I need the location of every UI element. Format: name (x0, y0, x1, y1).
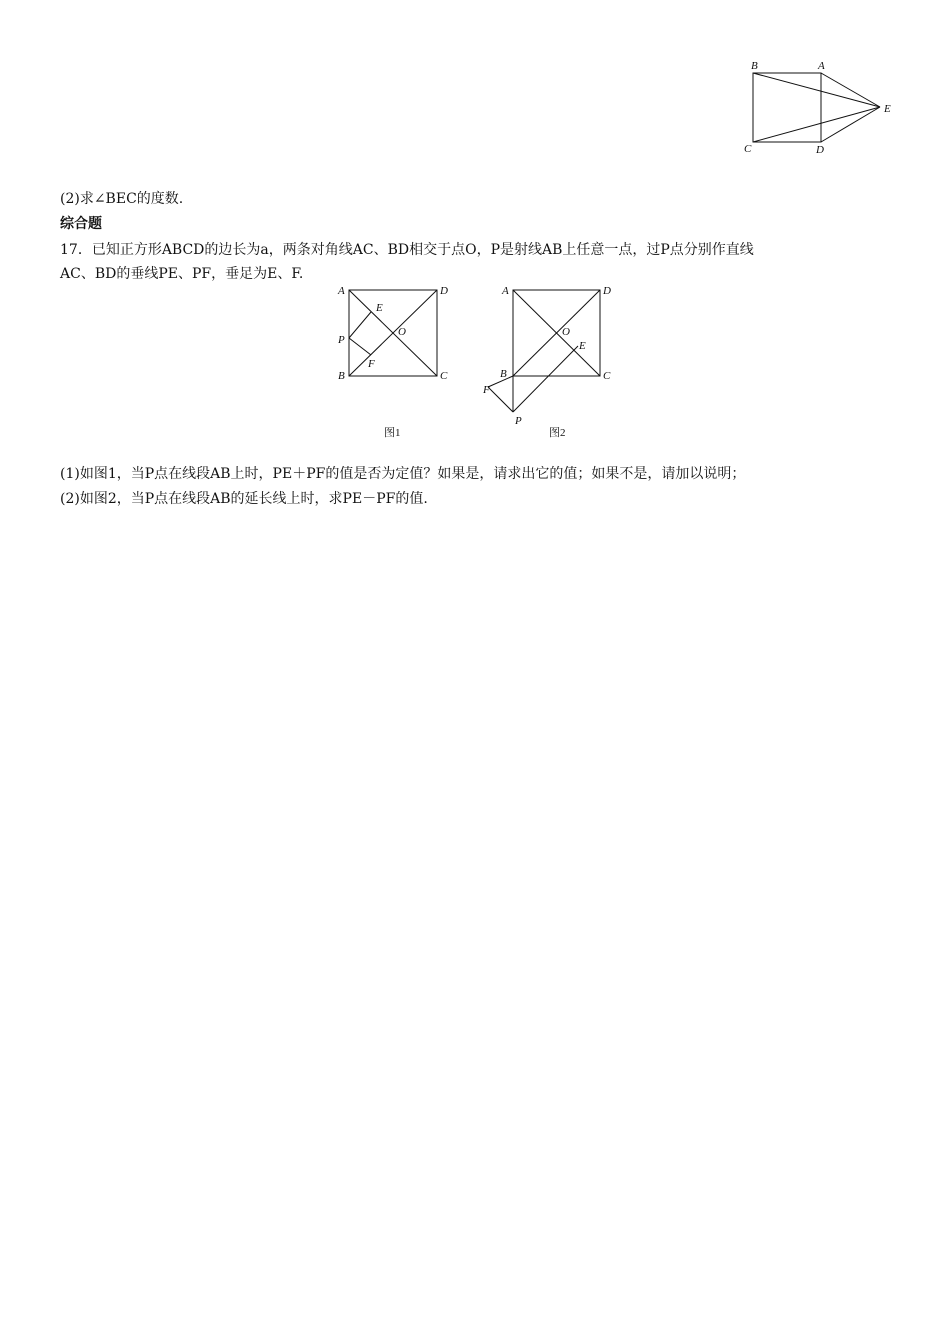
problem17-question1: (1)如图1，当P点在线段AB上时，PE＋PF的值是否为定值？如果是，请求出它的值；如果不是，请加以说明； (60, 466, 746, 482)
figure1-caption: 图1 (384, 427, 401, 439)
figure2-caption: 图2 (549, 427, 566, 439)
segment-fp (488, 387, 513, 412)
problem17-question2: (2)如图2，当P点在线段AB的延长线上时，求PE－PF的值. (60, 491, 428, 507)
problem17-figure1 (330, 280, 460, 445)
segment-be (753, 73, 880, 107)
label-f: F (368, 358, 375, 370)
label-c: C (603, 370, 611, 382)
segment-ce (753, 107, 880, 142)
section-title: 综合题 (60, 216, 102, 232)
label-p: P (338, 334, 345, 346)
label-a: A (338, 285, 345, 297)
label-f: F (483, 384, 490, 396)
label-e: E (884, 103, 891, 115)
segment-de (821, 107, 880, 142)
problem17-figure2 (475, 280, 625, 445)
problem16-part2: (2)求∠BEC的度数. (60, 191, 184, 207)
label-e: E (579, 340, 586, 352)
problem17-line2: AC、BD的垂线PE、PF，垂足为E、F. (60, 266, 304, 282)
segment-ae (821, 73, 880, 107)
square-bacd (753, 73, 821, 142)
problem17-line1: 17．已知正方形ABCD的边长为a，两条对角线AC、BD相交于点O，P是射线AB上任意一点，过P点分别作直线 (60, 242, 754, 258)
segment-pe (513, 346, 578, 412)
label-p: P (515, 415, 522, 427)
label-c: C (440, 370, 448, 382)
label-d: D (816, 144, 824, 156)
label-d: D (603, 285, 611, 297)
problem16-figure (735, 55, 905, 160)
label-b: B (751, 60, 758, 72)
label-a: A (818, 60, 825, 72)
segment-pe (349, 312, 371, 338)
label-e: E (376, 302, 383, 314)
label-o: O (398, 326, 406, 338)
label-d: D (440, 285, 448, 297)
label-a: A (502, 285, 509, 297)
segment-pf (349, 338, 371, 355)
label-b: B (500, 368, 507, 380)
label-b: B (338, 370, 345, 382)
label-c: C (744, 143, 752, 155)
label-o: O (562, 326, 570, 338)
